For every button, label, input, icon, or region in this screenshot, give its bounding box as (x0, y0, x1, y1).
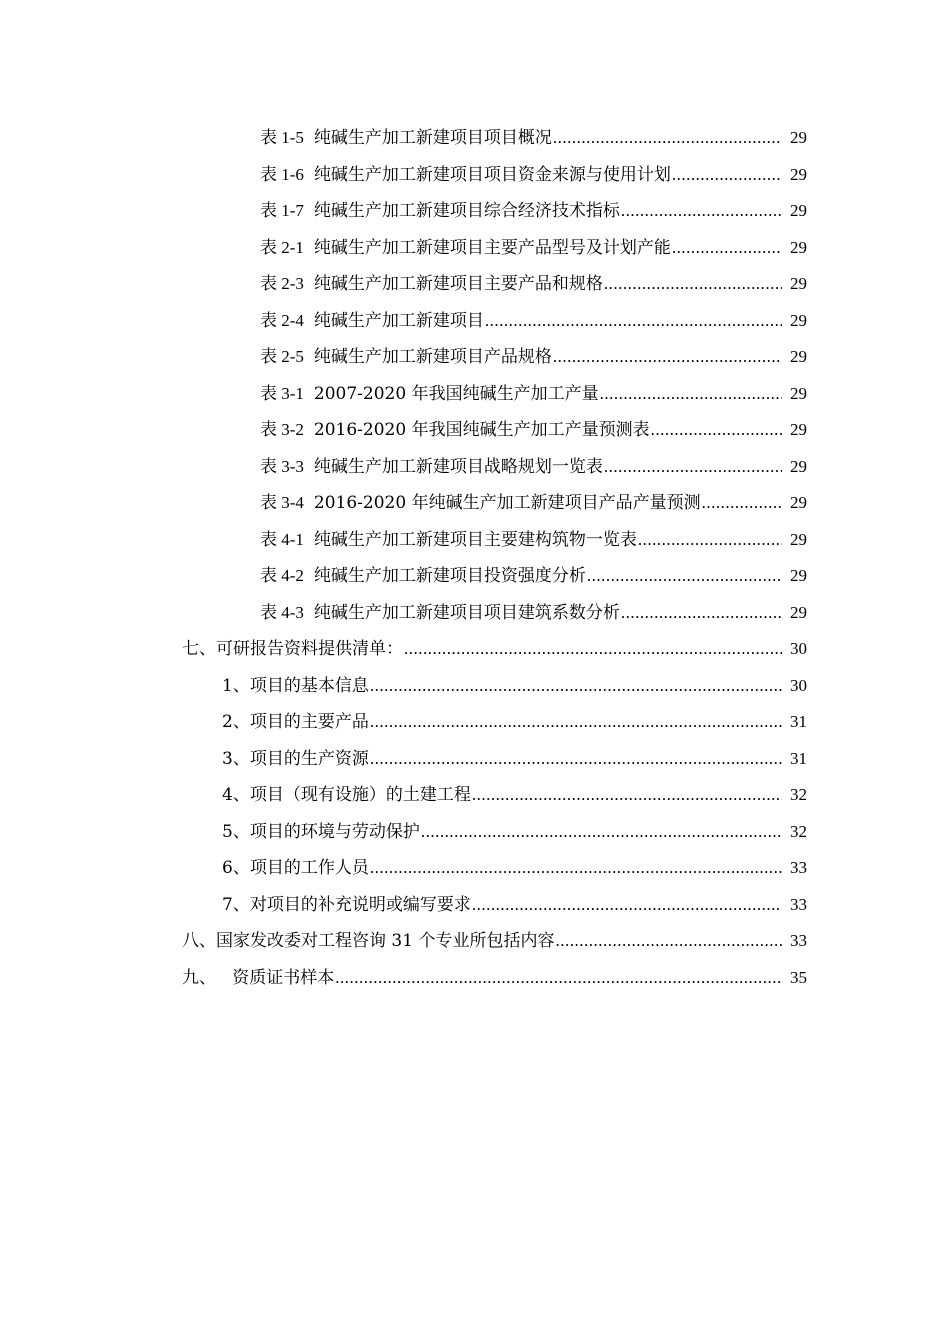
toc-entry-table-2-3[interactable] (0, 266, 950, 303)
toc-entry-table-1-6[interactable] (0, 157, 950, 194)
toc-table-number: 表 2-3 (260, 274, 304, 293)
toc-table-number: 表 1-6 (260, 164, 304, 184)
toc-entry-table-4-3[interactable] (0, 595, 950, 632)
toc-page-number: 29 (790, 237, 807, 257)
toc-entry-section-9[interactable] (0, 960, 950, 997)
toc-leader-dots (621, 193, 782, 230)
toc-entry-title: 5、项目的环境与劳动保护 (222, 821, 420, 842)
toc-entry-7-5[interactable] (0, 814, 950, 851)
toc-entry-7-4[interactable] (0, 777, 950, 814)
toc-entry-title: 纯碱生产加工新建项目项目资金来源与使用计划 (313, 164, 671, 185)
toc-entry-table-2-4[interactable] (0, 303, 950, 340)
toc-entry-section-8[interactable] (0, 923, 950, 960)
toc-entry-title: 6、项目的工作人员 (222, 858, 369, 878)
toc-entry-7-7[interactable] (0, 887, 950, 924)
toc-leader-dots (587, 558, 782, 595)
toc-leader-dots (604, 266, 782, 303)
toc-page-number: 29 (790, 201, 807, 220)
toc-entry-title: 2016-2020 年我国纯碱生产加工产量预测表 (313, 420, 650, 440)
toc-table-number: 表 4-1 (260, 529, 304, 549)
toc-entry-title: 2016-2020 年纯碱生产加工新建项目产品产量预测 (313, 493, 701, 513)
toc-entry-title: 九、 资质证书样本 (182, 967, 335, 988)
toc-table-number: 表 1-5 (260, 128, 304, 147)
toc-entry-title: 3、项目的生产资源 (222, 748, 369, 769)
toc-leader-dots (370, 850, 782, 887)
toc-leader-dots (370, 704, 782, 741)
toc-page-number: 30 (790, 639, 807, 658)
toc-page-number: 29 (790, 383, 807, 403)
toc-page-number: 29 (790, 566, 807, 585)
toc-page-number: 31 (790, 712, 807, 731)
toc-page-number: 29 (790, 529, 807, 549)
toc-leader-dots (604, 449, 782, 486)
toc-entry-title: 纯碱生产加工新建项目 (313, 310, 484, 331)
toc-leader-dots (672, 157, 782, 194)
toc-entry-title: 纯碱生产加工新建项目项目建筑系数分析 (313, 602, 620, 623)
toc-page-number: 35 (790, 967, 807, 987)
toc-page-number: 33 (790, 931, 807, 950)
toc-page-number: 33 (790, 894, 807, 914)
table-of-contents (0, 120, 950, 996)
toc-entry-title: 2、项目的主要产品 (222, 712, 369, 732)
toc-table-number: 表 2-1 (260, 237, 304, 257)
toc-entry-table-3-3[interactable] (0, 449, 950, 486)
toc-page-number: 29 (790, 493, 807, 512)
toc-entry-section-7[interactable] (0, 631, 950, 668)
toc-page-number: 33 (790, 858, 807, 877)
toc-entry-table-4-2[interactable] (0, 558, 950, 595)
toc-page-number: 31 (790, 748, 807, 768)
toc-entry-7-6[interactable] (0, 850, 950, 887)
toc-leader-dots (335, 960, 782, 997)
toc-entry-table-1-7[interactable] (0, 193, 950, 230)
toc-leader-dots (621, 595, 782, 632)
toc-table-number: 表 4-2 (260, 566, 304, 585)
toc-entry-title: 八、国家发改委对工程咨询 31 个专业所包括内容 (182, 931, 555, 951)
toc-entry-title: 纯碱生产加工新建项目主要产品型号及计划产能 (313, 237, 671, 258)
toc-table-number: 表 3-4 (260, 493, 304, 512)
toc-page-number: 29 (790, 602, 807, 622)
toc-page-number: 29 (790, 310, 807, 330)
toc-entry-table-2-5[interactable] (0, 339, 950, 376)
toc-page-number: 30 (790, 675, 807, 695)
toc-entry-title: 纯碱生产加工新建项目战略规划一览表 (313, 456, 603, 477)
toc-leader-dots (404, 631, 782, 668)
toc-leader-dots (672, 230, 782, 267)
toc-entry-7-1[interactable] (0, 668, 950, 705)
toc-page-number: 29 (790, 128, 807, 147)
toc-entry-title: 纯碱生产加工新建项目产品规格 (313, 347, 552, 367)
toc-page-number: 32 (790, 785, 807, 804)
toc-table-number: 表 3-2 (260, 420, 304, 439)
toc-entry-table-4-1[interactable] (0, 522, 950, 559)
toc-leader-dots (472, 777, 782, 814)
toc-leader-dots (555, 923, 782, 960)
toc-leader-dots (553, 120, 782, 157)
toc-entry-title: 2007-2020 年我国纯碱生产加工产量 (313, 383, 599, 404)
toc-page-number: 32 (790, 821, 807, 841)
toc-entry-table-1-5[interactable] (0, 120, 950, 157)
toc-page-number: 29 (790, 347, 807, 366)
toc-entry-title: 七、可研报告资料提供清单： (182, 639, 403, 659)
toc-leader-dots (370, 741, 782, 778)
toc-table-number: 表 2-4 (260, 310, 304, 330)
toc-table-number: 表 2-5 (260, 347, 304, 366)
toc-entry-title: 纯碱生产加工新建项目项目概况 (313, 128, 552, 148)
toc-leader-dots (485, 303, 782, 340)
toc-entry-title: 4、项目（现有设施）的土建工程 (222, 785, 471, 805)
toc-leader-dots (600, 376, 782, 413)
toc-entry-7-3[interactable] (0, 741, 950, 778)
toc-table-number: 表 4-3 (260, 602, 304, 622)
toc-page-number: 29 (790, 274, 807, 293)
toc-leader-dots (472, 887, 782, 924)
toc-leader-dots (553, 339, 782, 376)
toc-page-number: 29 (790, 164, 807, 184)
toc-table-number: 表 3-1 (260, 383, 304, 403)
toc-table-number: 表 1-7 (260, 201, 304, 220)
toc-leader-dots (651, 412, 782, 449)
toc-entry-title: 纯碱生产加工新建项目主要产品和规格 (313, 274, 603, 294)
toc-leader-dots (702, 485, 782, 522)
toc-entry-table-3-2[interactable] (0, 412, 950, 449)
toc-entry-table-2-1[interactable] (0, 230, 950, 267)
toc-entry-table-3-4[interactable] (0, 485, 950, 522)
toc-entry-title: 纯碱生产加工新建项目主要建构筑物一览表 (313, 529, 637, 550)
toc-entry-title: 1、项目的基本信息 (222, 675, 369, 696)
toc-leader-dots (421, 814, 782, 851)
toc-leader-dots (638, 522, 782, 559)
toc-table-number: 表 3-3 (260, 456, 304, 476)
toc-entry-table-3-1[interactable] (0, 376, 950, 413)
toc-leader-dots (370, 668, 782, 705)
toc-entry-title: 7、对项目的补充说明或编写要求 (222, 894, 471, 915)
toc-entry-title: 纯碱生产加工新建项目投资强度分析 (313, 566, 586, 586)
toc-entry-7-2[interactable] (0, 704, 950, 741)
toc-page-number: 29 (790, 456, 807, 476)
toc-page-number: 29 (790, 420, 807, 439)
toc-entry-title: 纯碱生产加工新建项目综合经济技术指标 (313, 201, 620, 221)
